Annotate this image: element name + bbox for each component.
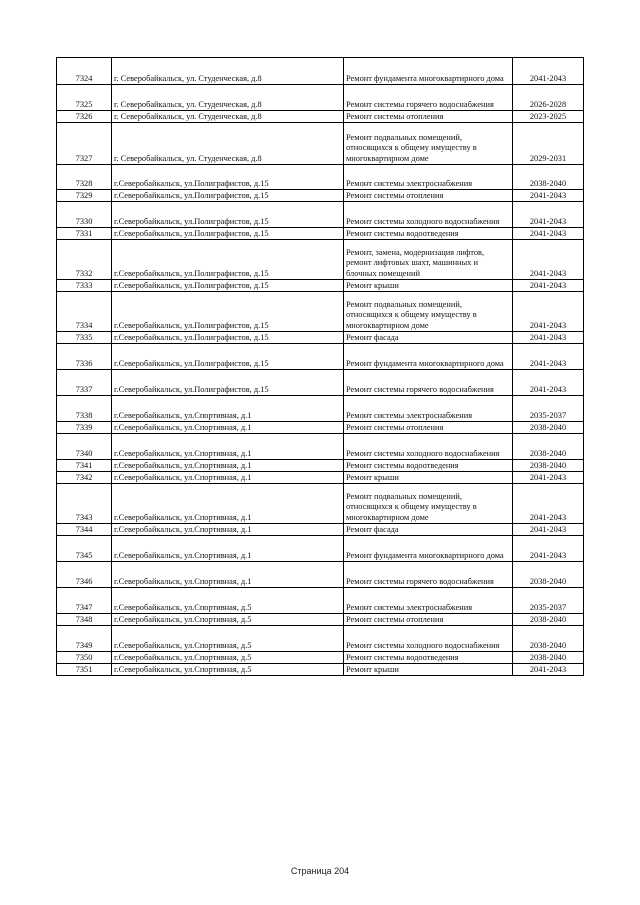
address-cell: г.Северобайкальск, ул.Спортивная, д.1 <box>112 524 344 536</box>
table-row <box>57 434 584 460</box>
address-cell: г.Северобайкальск, ул.Спортивная, д.5 <box>112 664 344 676</box>
row-number: 7337 <box>57 370 112 396</box>
address-cell: г.Северобайкальск, ул.Спортивная, д.5 <box>112 626 344 652</box>
work-type-cell: Ремонт системы холодного водоснабжения <box>344 626 513 652</box>
row-number: 7325 <box>57 85 112 111</box>
work-type-cell: Ремонт системы электроснабжения <box>344 165 513 190</box>
period-cell: 2041-2043 <box>513 344 584 370</box>
address-cell: г.Северобайкальск, ул.Спортивная, д.1 <box>112 562 344 588</box>
row-number: 7350 <box>57 652 112 664</box>
period-cell: 2038-2040 <box>513 165 584 190</box>
table-row <box>57 484 584 524</box>
period-cell: 2041-2043 <box>513 58 584 85</box>
row-number: 7330 <box>57 202 112 228</box>
table-row <box>57 370 584 396</box>
table-row <box>57 240 584 280</box>
table-row <box>57 202 584 228</box>
table-row <box>57 228 584 240</box>
table-row <box>57 588 584 614</box>
row-number: 7328 <box>57 165 112 190</box>
period-cell: 2041-2043 <box>513 240 584 280</box>
work-type-cell: Ремонт системы отопления <box>344 422 513 434</box>
row-number: 7338 <box>57 396 112 422</box>
period-cell: 2041-2043 <box>513 664 584 676</box>
work-type-cell: Ремонт системы горячего водоснабжения <box>344 562 513 588</box>
row-number: 7332 <box>57 240 112 280</box>
address-cell: г.Северобайкальск, ул.Спортивная, д.1 <box>112 472 344 484</box>
row-number: 7343 <box>57 484 112 524</box>
row-number: 7344 <box>57 524 112 536</box>
address-cell: г.Северобайкальск, ул.Спортивная, д.1 <box>112 536 344 562</box>
row-number: 7334 <box>57 292 112 332</box>
work-type-cell: Ремонт системы горячего водоснабжения <box>344 85 513 111</box>
table-row <box>57 85 584 111</box>
period-cell: 2041-2043 <box>513 332 584 344</box>
address-cell: г.Северобайкальск, ул.Полиграфистов, д.15 <box>112 228 344 240</box>
table-row <box>57 422 584 434</box>
work-type-cell: Ремонт системы водоотведения <box>344 228 513 240</box>
row-number: 7349 <box>57 626 112 652</box>
work-type-cell: Ремонт системы отопления <box>344 614 513 626</box>
table-row <box>57 562 584 588</box>
period-cell: 2041-2043 <box>513 292 584 332</box>
work-type-cell: Ремонт системы отопления <box>344 190 513 202</box>
address-cell: г.Северобайкальск, ул.Спортивная, д.5 <box>112 652 344 664</box>
table-row <box>57 280 584 292</box>
period-cell: 2041-2043 <box>513 202 584 228</box>
period-cell: 2041-2043 <box>513 484 584 524</box>
table-row <box>57 190 584 202</box>
work-type-cell: Ремонт подвальных помещений, относящихся к общему имуществу в многоквартирном доме <box>344 123 513 165</box>
table-row <box>57 524 584 536</box>
work-type-cell: Ремонт, замена, модернизация лифтов, ремонт лифтовых шахт, машинных и блочных помещений <box>344 240 513 280</box>
row-number: 7333 <box>57 280 112 292</box>
address-cell: г.Северобайкальск, ул.Спортивная, д.1 <box>112 396 344 422</box>
address-cell: г.Северобайкальск, ул.Полиграфистов, д.15 <box>112 202 344 228</box>
address-cell: г. Северобайкальск, ул. Студенческая, д.8 <box>112 58 344 85</box>
work-type-cell: Ремонт крыши <box>344 472 513 484</box>
address-cell: г.Северобайкальск, ул.Полиграфистов, д.15 <box>112 190 344 202</box>
work-type-cell: Ремонт системы холодного водоснабжения <box>344 202 513 228</box>
period-cell: 2026-2028 <box>513 85 584 111</box>
work-type-cell: Ремонт подвальных помещений, относящихся к общему имуществу в многоквартирном доме <box>344 484 513 524</box>
address-cell: г.Северобайкальск, ул.Полиграфистов, д.15 <box>112 332 344 344</box>
row-number: 7348 <box>57 614 112 626</box>
table-body <box>57 58 584 676</box>
work-type-cell: Ремонт фасада <box>344 332 513 344</box>
work-type-cell: Ремонт фундамента многоквартирного дома <box>344 344 513 370</box>
period-cell: 2038-2040 <box>513 626 584 652</box>
work-type-cell: Ремонт системы горячего водоснабжения <box>344 370 513 396</box>
period-cell: 2041-2043 <box>513 228 584 240</box>
row-number: 7326 <box>57 111 112 123</box>
table-row <box>57 472 584 484</box>
table-row <box>57 123 584 165</box>
row-number: 7351 <box>57 664 112 676</box>
address-cell: г. Северобайкальск, ул. Студенческая, д.8 <box>112 123 344 165</box>
work-type-cell: Ремонт системы водоотведения <box>344 460 513 472</box>
period-cell: 2041-2043 <box>513 370 584 396</box>
period-cell: 2035-2037 <box>513 396 584 422</box>
work-type-cell: Ремонт системы электроснабжения <box>344 588 513 614</box>
address-cell: г.Северобайкальск, ул.Полиграфистов, д.15 <box>112 165 344 190</box>
work-type-cell: Ремонт фундамента многоквартирного дома <box>344 536 513 562</box>
address-cell: г.Северобайкальск, ул.Полиграфистов, д.15 <box>112 292 344 332</box>
table-row <box>57 536 584 562</box>
address-cell: г.Северобайкальск, ул.Спортивная, д.1 <box>112 484 344 524</box>
row-number: 7336 <box>57 344 112 370</box>
period-cell: 2041-2043 <box>513 524 584 536</box>
address-cell: г.Северобайкальск, ул.Спортивная, д.1 <box>112 422 344 434</box>
period-cell: 2038-2040 <box>513 460 584 472</box>
table-row <box>57 332 584 344</box>
row-number: 7342 <box>57 472 112 484</box>
work-type-cell: Ремонт фундамента многоквартирного дома <box>344 58 513 85</box>
row-number: 7347 <box>57 588 112 614</box>
work-type-cell: Ремонт системы холодного водоснабжения <box>344 434 513 460</box>
work-type-cell: Ремонт крыши <box>344 664 513 676</box>
address-cell: г.Северобайкальск, ул.Полиграфистов, д.15 <box>112 344 344 370</box>
table-row <box>57 652 584 664</box>
address-cell: г.Северобайкальск, ул.Полиграфистов, д.15 <box>112 280 344 292</box>
row-number: 7341 <box>57 460 112 472</box>
work-type-cell: Ремонт системы водоотведения <box>344 652 513 664</box>
repair-schedule-table <box>56 57 584 676</box>
row-number: 7339 <box>57 422 112 434</box>
table-row <box>57 58 584 85</box>
table-row <box>57 626 584 652</box>
table-row <box>57 460 584 472</box>
row-number: 7340 <box>57 434 112 460</box>
row-number: 7329 <box>57 190 112 202</box>
row-number: 7327 <box>57 123 112 165</box>
address-cell: г.Северобайкальск, ул.Спортивная, д.1 <box>112 460 344 472</box>
work-type-cell: Ремонт фасада <box>344 524 513 536</box>
table-row <box>57 614 584 626</box>
address-cell: г.Северобайкальск, ул.Полиграфистов, д.15 <box>112 240 344 280</box>
period-cell: 2035-2037 <box>513 588 584 614</box>
table-row <box>57 664 584 676</box>
period-cell: 2023-2025 <box>513 111 584 123</box>
address-cell: г. Северобайкальск, ул. Студенческая, д.8 <box>112 111 344 123</box>
address-cell: г.Северобайкальск, ул.Полиграфистов, д.15 <box>112 370 344 396</box>
address-cell: г.Северобайкальск, ул.Спортивная, д.5 <box>112 588 344 614</box>
address-cell: г.Северобайкальск, ул.Спортивная, д.5 <box>112 614 344 626</box>
work-type-cell: Ремонт подвальных помещений, относящихся к общему имуществу в многоквартирном доме <box>344 292 513 332</box>
address-cell: г. Северобайкальск, ул. Студенческая, д.8 <box>112 85 344 111</box>
period-cell: 2041-2043 <box>513 472 584 484</box>
work-type-cell: Ремонт системы электроснабжения <box>344 396 513 422</box>
row-number: 7346 <box>57 562 112 588</box>
table-row <box>57 165 584 190</box>
period-cell: 2038-2040 <box>513 652 584 664</box>
period-cell: 2041-2043 <box>513 190 584 202</box>
period-cell: 2029-2031 <box>513 123 584 165</box>
table-row <box>57 344 584 370</box>
period-cell: 2038-2040 <box>513 562 584 588</box>
work-type-cell: Ремонт крыши <box>344 280 513 292</box>
address-cell: г.Северобайкальск, ул.Спортивная, д.1 <box>112 434 344 460</box>
period-cell: 2041-2043 <box>513 280 584 292</box>
row-number: 7345 <box>57 536 112 562</box>
period-cell: 2038-2040 <box>513 434 584 460</box>
work-type-cell: Ремонт системы отопления <box>344 111 513 123</box>
table-row <box>57 111 584 123</box>
period-cell: 2038-2040 <box>513 614 584 626</box>
period-cell: 2038-2040 <box>513 422 584 434</box>
row-number: 7324 <box>57 58 112 85</box>
row-number: 7331 <box>57 228 112 240</box>
table-row <box>57 292 584 332</box>
table-row <box>57 396 584 422</box>
row-number: 7335 <box>57 332 112 344</box>
period-cell: 2041-2043 <box>513 536 584 562</box>
page-number: Страница 204 <box>290 866 350 876</box>
